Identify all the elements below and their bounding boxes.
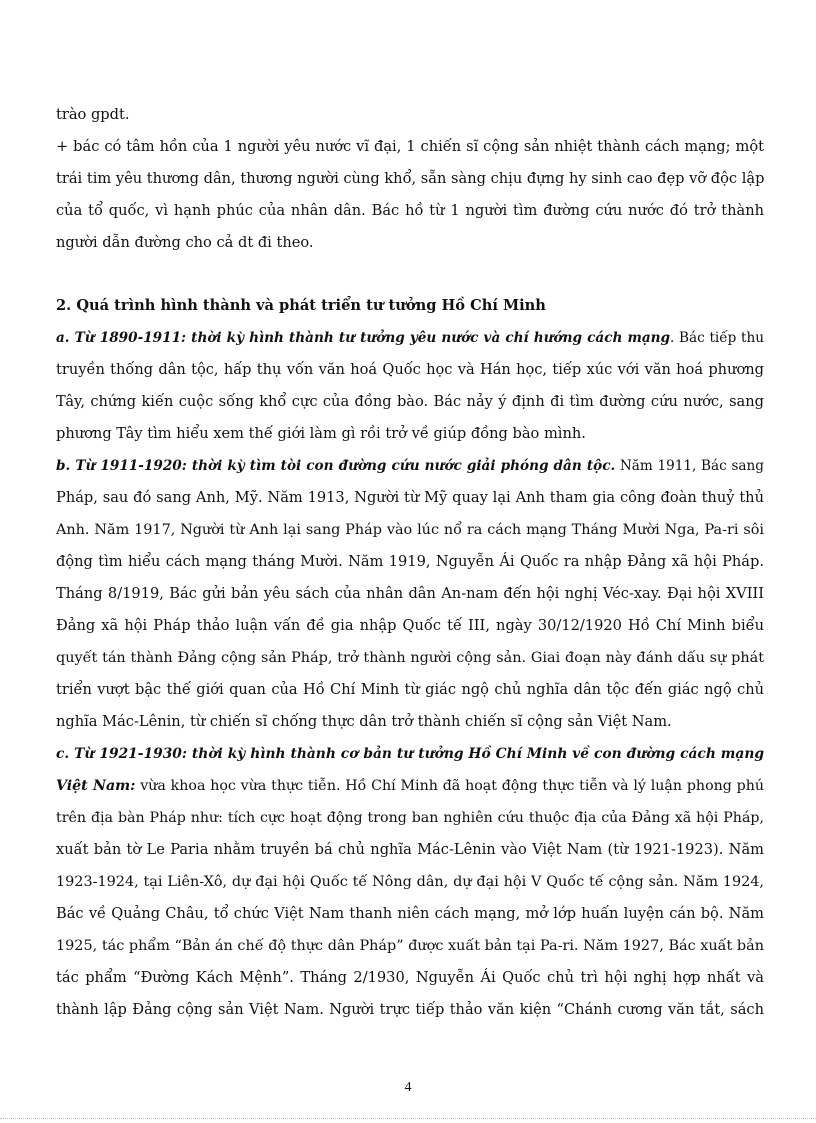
body-line: người dẫn đường cho cả dt đi theo. xyxy=(56,234,314,251)
body-line: quyết tán thành Đảng cộng sản Pháp, trở thành người cộng sản. Giai đoạn này đánh dấu sự phát xyxy=(56,650,764,666)
body-line: của tổ quốc, vì hạnh phúc của nhân dân. Bác hồ từ 1 người tìm đường cứu nước đó trở thành xyxy=(56,202,764,219)
body-line: + bác có tâm hồn của 1 người yêu nước vĩ đại, 1 chiến sĩ cộng sản nhiệt thành cách mạng; một xyxy=(56,138,764,155)
body-line: phương Tây tìm hiểu xem thế giới làm gì rồi trở về giúp đồng bào mình. xyxy=(56,425,586,442)
body-line: động tìm hiểu cách mạng tháng Mười. Năm 1919, Nguyễn Ái Quốc ra nhập Đảng xã hội Pháp. xyxy=(56,553,764,570)
body-line: Pháp, sau đó sang Anh, Mỹ. Năm 1913, Người từ Mỹ quay lại Anh tham gia công đoàn thuỷ thủ xyxy=(56,489,764,506)
body-line: tác phẩm “Đường Kách Mệnh”. Tháng 2/1930, Nguyễn Ái Quốc chủ trì hội nghị hợp nhất và xyxy=(56,969,764,986)
section-c-title: c. Từ 1921-1930: thời kỳ hình thành cơ bản tư tưởng Hồ Chí Minh về con đường cách mạng xyxy=(56,746,764,762)
body-line: trào gpdt. xyxy=(56,106,130,123)
body-line: 1925, tác phẩm “Bản án chế độ thực dân Pháp” được xuất bản tại Pa-ri. Năm 1927, Bác xuất bản xyxy=(56,938,764,954)
body-line: Anh. Năm 1917, Người từ Anh lại sang Pháp vào lúc nổ ra cách mạng Tháng Mười Nga, Pa-ri sôi xyxy=(56,522,764,538)
body-line: xuất bản tờ Le Paria nhằm truyền bá chủ nghĩa Mác-Lênin vào Việt Nam (từ 1921-1923). Năm xyxy=(56,841,764,858)
section-heading: 2. Quá trình hình thành và phát triển tư tưởng Hồ Chí Minh xyxy=(56,297,546,314)
body-line: Đảng xã hội Pháp thảo luận vấn đề gia nhập Quốc tế III, ngày 30/12/1920 Hồ Chí Minh biểu xyxy=(56,617,764,634)
section-b-text: Năm 1911, Bác sang xyxy=(615,458,764,474)
section-a-text: . Bác tiếp thu xyxy=(670,330,764,346)
section-a-title: a. Từ 1890-1911: thời kỳ hình thành tư tưởng yêu nước và chí hướng cách mạng xyxy=(56,330,671,346)
body-line: Tây, chứng kiến cuộc sống khổ cực của đồng bào. Bác nảy ý định đi tìm đường cứu nước, sang xyxy=(56,393,764,410)
body-line: Tháng 8/1919, Bác gửi bản yêu sách của nhân dân An-nam đến hội nghị Véc-xay. Đại hội XVIII xyxy=(56,585,764,602)
paragraph-c-first-line xyxy=(56,776,764,796)
page-bottom-border xyxy=(0,1118,816,1119)
body-line: thành lập Đảng cộng sản Việt Nam. Người trực tiếp thảo văn kiện “Chánh cương văn tắt, sách xyxy=(56,1001,764,1018)
body-line: 1923-1924, tại Liên-Xô, dự đại hội Quốc tế Nông dân, dự đại hội V Quốc tế cộng sản. Năm 1924, xyxy=(56,874,764,890)
body-line: trái tim yêu thương dân, thương người cùng khổ, sẵn sàng chịu đựng hy sinh cao đẹp vỡ độc lập xyxy=(56,170,765,187)
section-b-title: b. Từ 1911-1920: thời kỳ tìm tòi con đường cứu nước giải phóng dân tộc. xyxy=(56,458,616,474)
body-line: truyền thống dân tộc, hấp thụ vốn văn hoá Quốc học và Hán học, tiếp xúc với văn hoá phương xyxy=(56,361,764,378)
page-number: 4 xyxy=(404,1080,412,1095)
section-c-title-end: Việt Nam: xyxy=(56,778,136,794)
body-line: triển vượt bậc thế giới quan của Hồ Chí Minh từ giác ngộ chủ nghĩa dân tộc đến giác ngộ chủ xyxy=(56,681,764,698)
paragraph-b-first-line xyxy=(56,456,764,476)
paragraph-a-first-line xyxy=(56,328,764,348)
body-line: trên địa bàn Pháp như: tích cực hoạt động trong ban nghiên cứu thuộc địa của Đảng xã hội Pháp, xyxy=(56,810,764,826)
section-c-text: vừa khoa học vừa thực tiễn. Hồ Chí Minh đã hoạt động thực tiễn và lý luận phong phú xyxy=(135,778,765,794)
body-line: Bác về Quảng Châu, tổ chức Việt Nam thanh niên cách mạng, mở lớp huấn luyện cán bộ. Năm xyxy=(56,905,764,922)
body-line: nghĩa Mác-Lênin, từ chiến sĩ chống thực dân trở thành chiến sĩ cộng sản Việt Nam. xyxy=(56,713,672,730)
